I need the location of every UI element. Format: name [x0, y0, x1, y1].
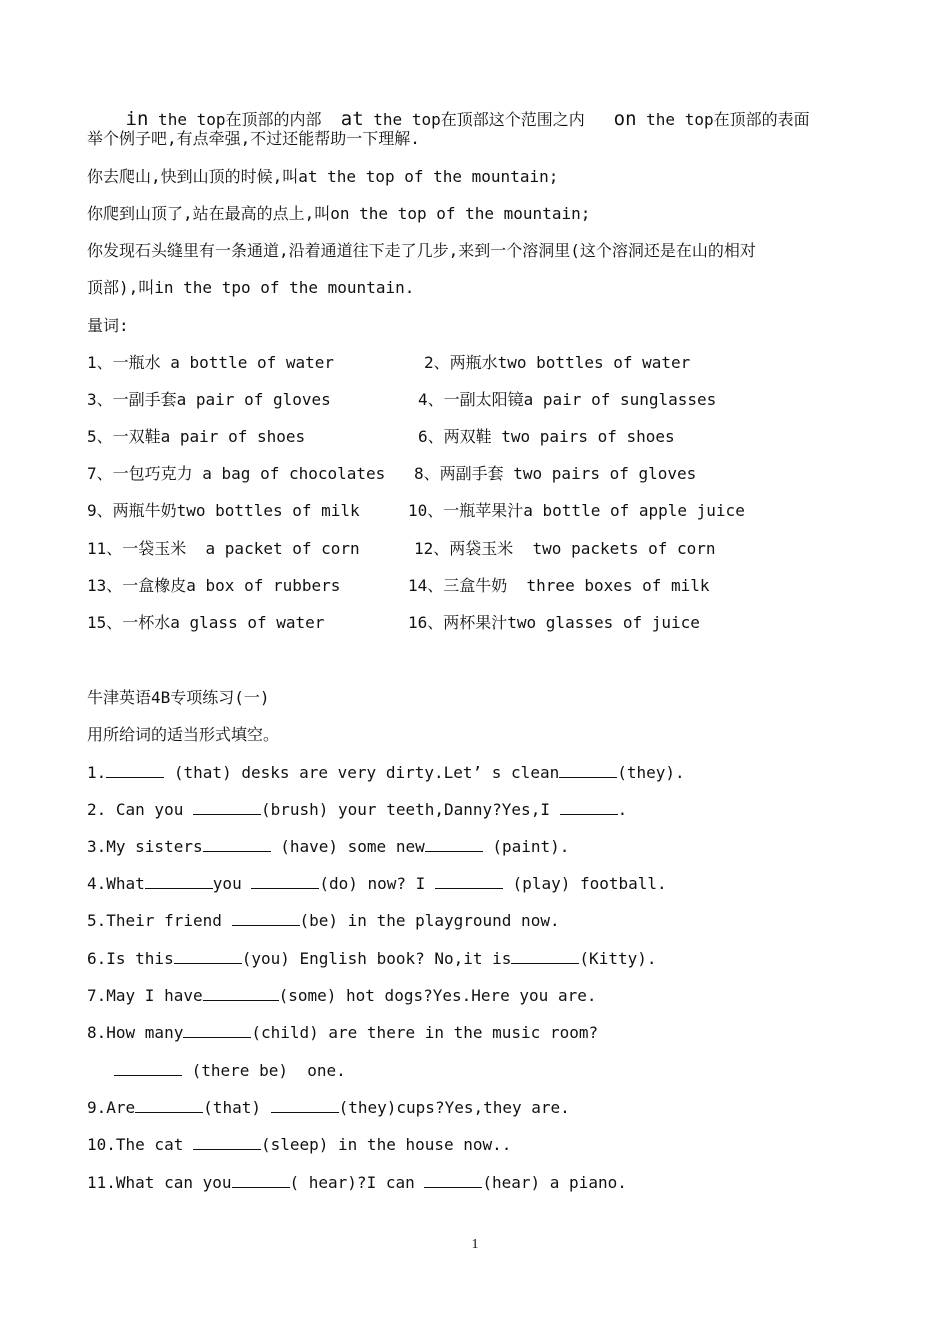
- answer-blank[interactable]: [203, 986, 279, 1001]
- question-6: 6.Is this (you) English book? No,it is (Kitty).: [87, 949, 657, 968]
- question-2: 2. Can you (brush) your teeth,Danny?Yes,I .: [87, 800, 628, 819]
- quantifier-right-6: 12、两袋玉米 two packets of corn: [414, 539, 716, 558]
- intro-line-4: 你爬到山顶了,站在最高的点上,叫on the top of the mountain;: [87, 204, 591, 223]
- answer-blank[interactable]: [174, 949, 242, 964]
- answer-blank[interactable]: [232, 1173, 290, 1188]
- quantifier-left-8: 15、一杯水a glass of water: [87, 613, 325, 632]
- quantifier-right-8: 16、两杯果汁two glasses of juice: [408, 613, 700, 632]
- quantifiers-heading: 量词:: [87, 316, 129, 335]
- answer-blank[interactable]: [435, 874, 503, 889]
- answer-blank[interactable]: [106, 763, 164, 778]
- exercise-instruction: 用所给词的适当形式填空。: [87, 725, 280, 744]
- intro-line-6: 顶部),叫in the tpo of the mountain.: [87, 278, 415, 297]
- question-4: 4.What you (do) now? I (play) football.: [87, 874, 667, 893]
- answer-blank[interactable]: [203, 837, 271, 852]
- page-number: 1: [471, 1237, 479, 1252]
- answer-blank[interactable]: [424, 1173, 482, 1188]
- intro-line-3: 你去爬山,快到山顶的时候,叫at the top of the mountain;: [87, 167, 559, 186]
- answer-blank[interactable]: [193, 800, 261, 815]
- quantifier-right-3: 6、两双鞋 two pairs of shoes: [418, 427, 675, 446]
- quantifier-right-7: 14、三盒牛奶 three boxes of milk: [408, 576, 710, 595]
- answer-blank[interactable]: [145, 874, 213, 889]
- quantifier-right-4: 8、两副手套 two pairs of gloves: [414, 464, 697, 483]
- question-9: 9.Are (that) (they)cups?Yes,they are.: [87, 1098, 570, 1117]
- question-11: 11.What can you ( hear)?I can (hear) a piano.: [87, 1173, 627, 1192]
- answer-blank[interactable]: [183, 1023, 251, 1038]
- question-3: 3.My sisters (have) some new (paint).: [87, 837, 570, 856]
- answer-blank[interactable]: [425, 837, 483, 852]
- question-1: 1. (that) desks are very dirty.Let’ s clean (they).: [87, 763, 685, 782]
- answer-blank[interactable]: [135, 1098, 203, 1113]
- quantifier-right-1: 2、两瓶水two bottles of water: [424, 353, 691, 372]
- quantifier-left-7: 13、一盒橡皮a box of rubbers: [87, 576, 341, 595]
- exercise-title: 牛津英语4B专项练习(一): [87, 688, 270, 707]
- text-on: the top在顶部的表面: [636, 110, 810, 129]
- word-in: in: [125, 108, 149, 130]
- quantifier-left-5: 9、两瓶牛奶two bottles of milk: [87, 501, 360, 520]
- quantifier-right-2: 4、一副太阳镜a pair of sunglasses: [418, 390, 717, 409]
- quantifier-left-3: 5、一双鞋a pair of shoes: [87, 427, 306, 446]
- quantifier-left-2: 3、一副手套a pair of gloves: [87, 390, 331, 409]
- quantifier-left-1: 1、一瓶水 a bottle of water: [87, 353, 335, 372]
- answer-blank[interactable]: [559, 763, 617, 778]
- intro-line-2: 举个例子吧,有点牵强,不过还能帮助一下理解.: [87, 129, 420, 148]
- answer-blank[interactable]: [114, 1061, 182, 1076]
- question-7: 7.May I have (some) hot dogs?Yes.Here you are.: [87, 986, 597, 1005]
- quantifier-left-4: 7、一包巧克力 a bag of chocolates: [87, 464, 386, 483]
- word-at: at: [340, 108, 364, 130]
- answer-blank[interactable]: [193, 1135, 261, 1150]
- question-8-answer-line: (there be) one.: [114, 1060, 346, 1082]
- quantifier-left-6: 11、一袋玉米 a packet of corn: [87, 539, 360, 558]
- question-5: 5.Their friend (be) in the playground now.: [87, 911, 560, 930]
- answer-blank[interactable]: [560, 800, 618, 815]
- text-in: the top在顶部的内部: [148, 110, 322, 129]
- word-on: on: [613, 108, 637, 130]
- answer-blank[interactable]: [251, 874, 319, 889]
- question-10: 10.The cat (sleep) in the house now..: [87, 1135, 512, 1154]
- answer-blank[interactable]: [511, 949, 579, 964]
- answer-blank[interactable]: [271, 1098, 339, 1113]
- intro-line-5: 你发现石头缝里有一条通道,沿着通道往下走了几步,来到一个溶洞里(这个溶洞还是在山的相对: [87, 241, 756, 260]
- quantifier-right-5: 10、一瓶苹果汁a bottle of apple juice: [408, 501, 745, 520]
- question-8: 8.How many (child) are there in the music room?: [87, 1023, 599, 1042]
- answer-blank[interactable]: [232, 911, 300, 926]
- text-at: the top在顶部这个范围之内: [363, 110, 585, 129]
